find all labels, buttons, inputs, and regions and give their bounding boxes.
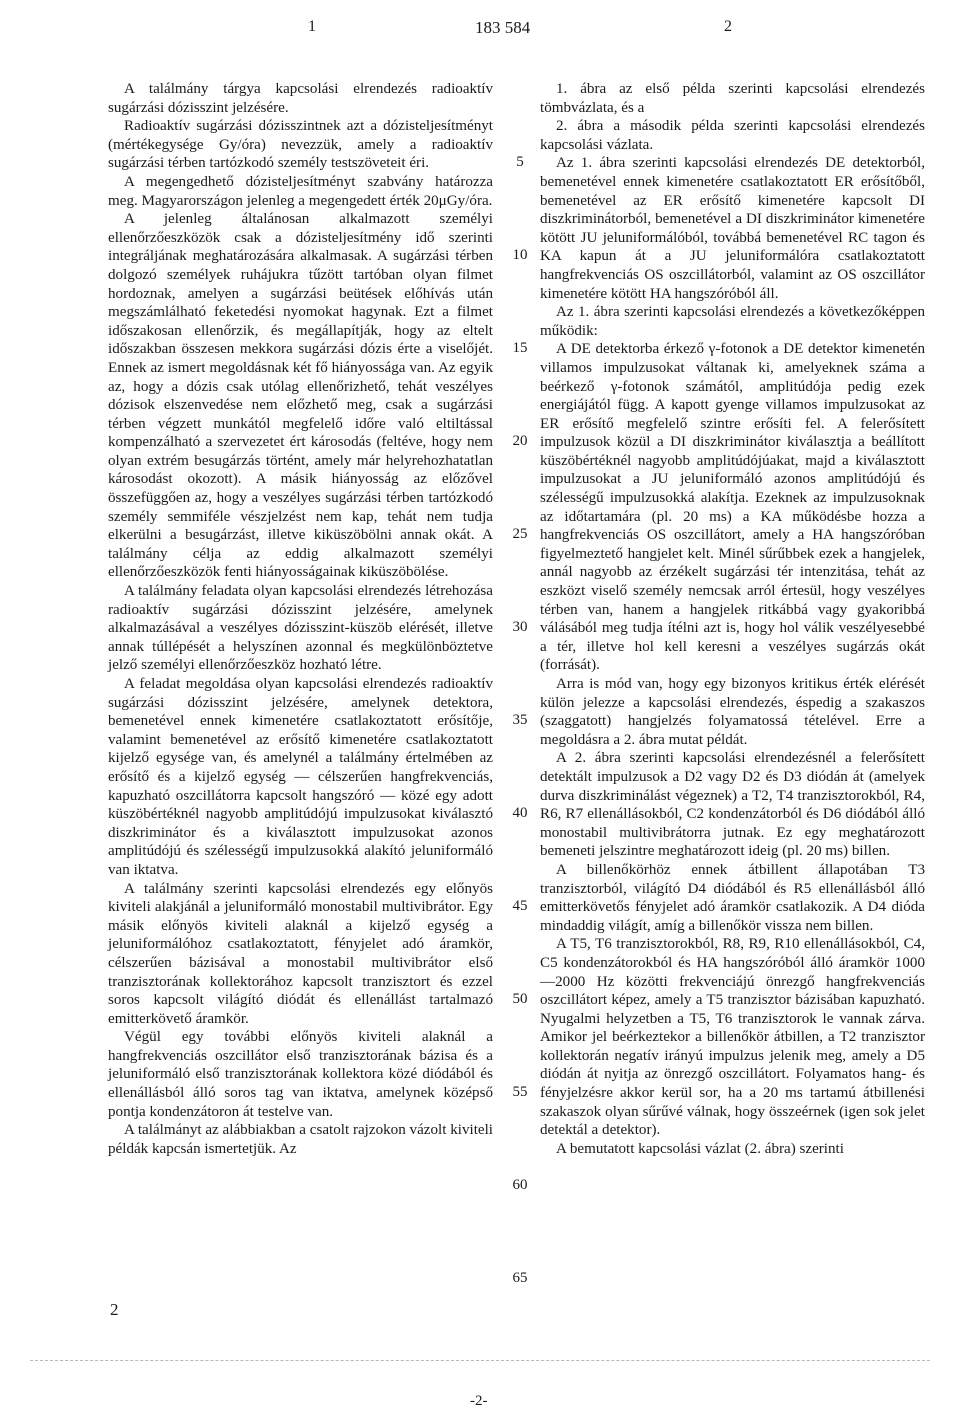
page-footer-number: -2-: [470, 1393, 488, 1409]
line-number: 55: [512, 1084, 528, 1100]
paragraph: 1. ábra az első példa szerinti kapcsolási elrendezés tömbvázlata, és a: [540, 81, 925, 116]
paragraph: 2. ábra a második példa szerinti kapcsolási elrendezés kapcsolási vázlata.: [540, 118, 925, 153]
paragraph: Végül egy további előnyös kiviteli alaknál a hangfrekvenciás oszcillátor első tranzisztorának bázisa és a jeluniformáló első tranzisztorának kollektora közé diódából és ellenállásból álló soros tag van iktatva, amelynek középső pontja kondenzátoron át testelve van.: [108, 1029, 493, 1120]
line-number: 15: [512, 340, 528, 356]
paragraph: Az 1. ábra szerinti kapcsolási elrendezés DE detektorból, bemenetével ennek kimenetére csatlakoztatott ER erősítőből, bemenetével az ER erősítő kimenetére kapcsolt DI diszkriminátorból, bemenetével a DI diszkriminátor kimenetére kötött JU jeluniformálóból, továbbá bemenetével RC tagon és KA kapun át a JU jeluniformálóra csatlakoztatott hangfrekvenciás OS oszcillátorból, valamint az OS oszcillátor kimenetére kötött HA hangszóróból áll.: [540, 155, 925, 302]
paragraph: A találmány tárgya kapcsolási elrendezés radioaktív sugárzási dózisszint jelzésére.: [108, 81, 493, 116]
paragraph: A billenőkörhöz ennek átbillent állapotában T3 tranzisztorból, világító D4 diódából és R5 ellenállásból álló emitterkövetős fényjelet adó áramkör csatlakozik. A D4 dióda mindaddig világít, amíg a billenőkör vissza nem billen.: [540, 861, 925, 934]
paragraph: A feladat megoldása olyan kapcsolási elrendezés radioaktív sugárzási dózisszint jelzésére, amelynek detektora, bemenetével ennek kimenetére csatlakoztatott erősítője, valamint bemenetével az erősítő kimenetére csatlakoztatott kijelző egysége van, és amelynél a találmány értelmében az erősítő és a kijelző egység — célszerűen hangfrekvenciás, kapuzható oszcillátorra kapcsolt hangszóró — közé egy adott küszöbértéknél nagyobb amplitúdójú impulzusokat kiválasztó diszkriminátor és a kiválasztott impulzusokat azonos amplitúdójú és szélességű impulzusokká alakító jeluniformáló van iktatva.: [108, 676, 493, 878]
paragraph: A megengedhető dózisteljesítményt szabvány határozza meg. Magyarországon jelenleg a megengedett érték 20μGy/óra.: [108, 173, 493, 209]
paragraph: A jelenleg általánosan alkalmazott személyi ellenőrzőeszközök csak a dózisteljesítmény idő szerinti integráljának meghatározására alkalmasak. A sugárzási térben dolgozó személyek ruhájukra tűzött tartóban olyan filmet hordoznak, amelyen a sugárzási beütések előhívás után megszámlálható feketedési nyomokat hagynak. Ezt a filmet időszakosan ellenőrzik, és megállapítják, hogy az eltelt időszakban összesen mekkora sugárzási dózis érte a viselőjét. Ennek az ismert megoldásnak két fő hiányossága van. Az egyik az, hogy a dózis csak utólag ellenőrizhető, tehát veszélyes dózisok elszenvedése nem előzhető meg, csak a sugárzási térben végzett munkától megfelelő időre való eltiltással kompenzálható a szervezetet ért károsodás (feltéve, hogy nem olyan extrém besugárzás történt, amely már helyrehozhatatlan károsodást okozott). A másik hiányosság az előzővel összefüggően az, hogy a veszélyes sugárzási térben tartózkodó személy semmiféle vészjelzést nem kap, tehát nem tudja elkerülni a besugárzást, illetve kiküszöbölni annak okát. A találmány célja az eddig alkalmazott személyi ellenőrzőeszközök fenti hiányosságainak kiküszöbölése.: [108, 211, 493, 581]
paragraph: A DE detektorba érkező γ-fotonok a DE detektor kimenetén villamos impulzusokat váltanak ki, amelyeknek száma a beérkező γ-fotonok számától, amplitúdója pedig ezek energiájától függ. A kapott gyenge villamos impulzusokat az ER erősítő megfelelő szintre erősíti fel. A felerősített impulzusok közül a DI diszkriminátor kiválasztja a beállított küszöbértéknél nagyobb amplitúdójúakat, majd a kiválasztott impulzusokat a JU jeluniformáló azonos amplitúdójú és szélességű impulzusokká alakítja. Ezeknek az impulzusoknak az időtartamára (pl. 20 ms) a KA működésbe hozza a hangfrekvenciás OS oszcillátort, amely a HA hangszóróban figyelmeztető hangjelet kelt. Minél sűrűbbek ezek a hangjelek, annál nagyobb az érzékelt sugárzási tér intenzitása, tehát az eszközt viselő személy nemcsak arról értesül, hogy veszélyes térben van, hanem a hangjelek ritkábbá vagy gyakoribbá válásából meg tudja ítélni azt is, hogy hol válik veszélyesebbé a tér, illetve hol kell keresni a veszélyes sugárzás okát (forrását).: [540, 341, 925, 674]
paragraph: Radioaktív sugárzási dózisszintnek azt a dózisteljesítményt (mértékegysége Gy/óra) nevezzük, amely a radioaktív sugárzási térben tartózkodó személy testszöveteit éri.: [108, 118, 493, 172]
line-number: 25: [512, 526, 528, 542]
right-text-column: [540, 80, 925, 1158]
line-number: 60: [512, 1177, 528, 1193]
scan-divider-line: [30, 1360, 930, 1361]
line-number-gutter: [505, 0, 535, 1300]
line-number: 35: [512, 712, 528, 728]
line-number: 65: [512, 1270, 528, 1286]
paragraph: Az 1. ábra szerinti kapcsolási elrendezés a következőképpen működik:: [540, 304, 925, 339]
line-number: 50: [512, 991, 528, 1007]
paragraph: Arra is mód van, hogy egy bizonyos kritikus érték elérését külön jelezze a kapcsolási elrendezés, éspedig a szakaszos (szaggatott) hangjelzés folyamatossá tételével. Erre a megoldásra a 2. ábra mutat példát.: [540, 676, 925, 748]
page-margin-number: 2: [110, 1300, 119, 1319]
header-patent-number: 183 584: [475, 18, 531, 37]
line-number: 45: [512, 898, 528, 914]
line-number: 5: [516, 154, 524, 170]
header-right-page-number: 2: [724, 18, 732, 35]
line-number: 20: [512, 433, 528, 449]
line-number: 10: [512, 247, 528, 263]
paragraph: A találmány szerinti kapcsolási elrendezés egy előnyös kiviteli alakjánál a jeluniformáló monostabil multivibrátor. Egy másik előnyös kiviteli alaknál a kijelző egység a jeluniformálóhoz csatlakoztatott, fényjelet adó áramkör, célszerűen bázisával a monostabil multivibrátor első tranzisztorának kollektorához kapcsolt tranzisztort és ezzel soros kapcsolt világító diódát és ellenállást tartalmazó emitterkövető áramkör.: [108, 880, 493, 1027]
paragraph: A találmány feladata olyan kapcsolási elrendezés létrehozása radioaktív sugárzási dózisszint jelzésére, amelynek alkalmazásával a veszélyes dózisszint-küszöb elérését, illetve annak túllépését a helyszínen azonnal és megkülönböztetve jelző személyi ellenőrzőeszköz hozható létre.: [108, 583, 493, 674]
paragraph: A T5, T6 tranzisztorokból, R8, R9, R10 ellenállásokból, C4, C5 kondenzátorokból és HA hangszóróból álló áramkör 1000—2000 Hz közötti frekvenciájú önrezgő hangfrekvenciás oszcillátort képez, amely a T5 tranzisztor bázisában kapuzható. Nyugalmi helyzetben a T5, T6 tranzisztorok le vannak zárva. Amikor jel beérkeztekor a billenőkör átbillen, a T2 tranzisztor kollektorán negatív irányú impulzus jelenik meg, amely a D5 diódán át nyitja az önrezgő oszcillátort. Folyamatos hang- és fényjelzésre akkor kerül sor, ha a 20 ms tartamú átbillenési szakaszok olyan sűrűvé válnak, hogy összeérnek (igen sok jelet detektál a detektor).: [540, 936, 925, 1139]
line-number: 30: [512, 619, 528, 635]
paragraph: A 2. ábra szerinti kapcsolási elrendezésnél a felerősített detektált impulzusok a D2 vagy D2 és D3 diódán át (amelyek durva diszkriminálást végeznek) a T2, T4 tranzisztorokból, R4, R6, R7 ellenállásokból, C2 kondenzátorból és D6 diódából álló monostabil multivibrátorra jutnak. Ez egy meghatározott bemeneti jelszintre meghatározott ideig (pl. 20 ms) billen.: [540, 750, 925, 860]
line-number: 40: [512, 805, 528, 821]
left-text-column: [108, 80, 493, 1158]
paragraph: A találmányt az alábbiakban a csatolt rajzokon vázolt kiviteli példák kapcsán ismertetjük. Az: [108, 1122, 493, 1157]
header-left-page-number: 1: [308, 18, 316, 35]
paragraph: A bemutatott kapcsolási vázlat (2. ábra) szerinti: [556, 1140, 844, 1157]
